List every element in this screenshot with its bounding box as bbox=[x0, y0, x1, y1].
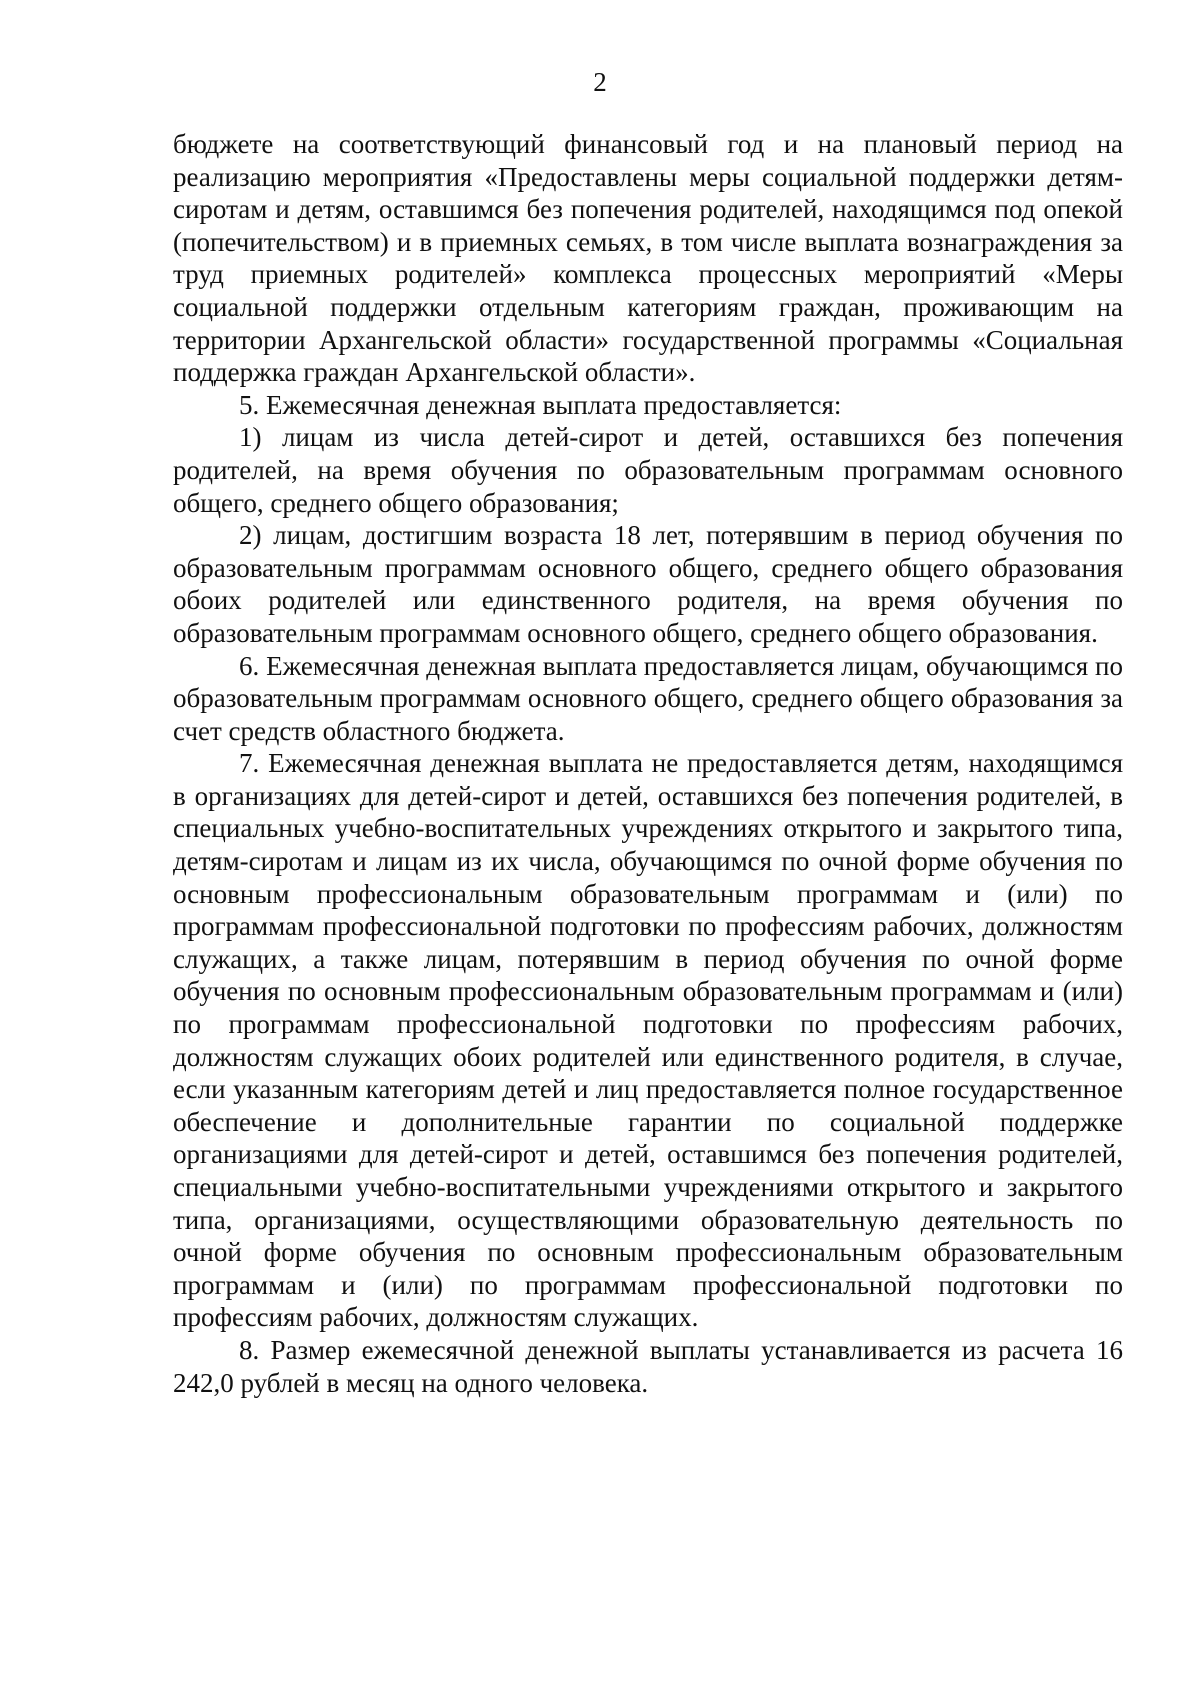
paragraph-continuation: бюджете на соответствующий финансовый год и на плановый период на реализацию мероприятия «Предоставлены меры социальной поддержки детям-сиротам и детям, оставшимся без попечения родителей, находящимся под опекой (попечительством) и в приемных семьях, в том числе выплата вознаграждения за труд приемных родителей» комплекса процессных мероприятий «Меры социальной поддержки отдельным категориям граждан, проживающим на территории Архангельской области» государственной программы «Социальная поддержка граждан Архангельской области». bbox=[173, 129, 1123, 388]
document-body bbox=[173, 128, 1123, 1399]
page-number: 2 bbox=[593, 67, 607, 97]
paragraph-item-6: 6. Ежемесячная денежная выплата предоставляется лицам, обучающимся по образовательным программам основного общего, среднего общего образования за счет средств областного бюджета. bbox=[173, 650, 1123, 746]
paragraph-item-8: 8. Размер ежемесячной денежной выплаты устанавливается из расчета 16 242,0 рублей в месяц на одного человека. bbox=[173, 1334, 1123, 1398]
paragraph-subitem-1: 1) лицам из числа детей-сирот и детей, оставшихся без попечения родителей, на время обучения по образовательным программам основного общего, среднего общего образования; bbox=[173, 422, 1123, 518]
paragraph-subitem-2: 2) лицам, достигшим возраста 18 лет, потерявшим в период обучения по образовательным программам основного общего, среднего общего образования обоих родителей или единственного родителя, на время обучения по образовательным программам основного общего, среднего общего образования. bbox=[173, 520, 1123, 648]
paragraph-item-7: 7. Ежемесячная денежная выплата не предоставляется детям, находящимся в организациях для детей-сирот и детей, оставшихся без попечения родителей, в специальных учебно-воспитательных учреждениях открытого и закрытого типа, детям-сиротам и лицам из их числа, обучающимся по очной форме обучения по основным профессиональным образовательным программам и (или) по программам профессиональной подготовки по профессиям рабочих, должностям служащих, а также лицам, потерявшим в период обучения по очной форме обучения по основным профессиональным образовательным программам и (или) по программам профессиональной подготовки по профессиям рабочих, должностям служащих обоих родителей или единственного родителя, в случае, если указанным категориям детей и лиц предоставляется полное государственное обеспечение и дополнительные гарантии по социальной поддержке организациями для детей-сирот и детей, оставшимся без попечения родителей, специальными учебно-воспитательными учреждениями открытого и закрытого типа, организациями, осуществляющими образовательную деятельность по очной форме обучения по основным профессиональным образовательным программам и (или) по программам профессиональной подготовки по профессиям рабочих, должностям служащих. bbox=[173, 748, 1123, 1333]
paragraph-item-5: 5. Ежемесячная денежная выплата предоставляется: bbox=[239, 389, 842, 420]
